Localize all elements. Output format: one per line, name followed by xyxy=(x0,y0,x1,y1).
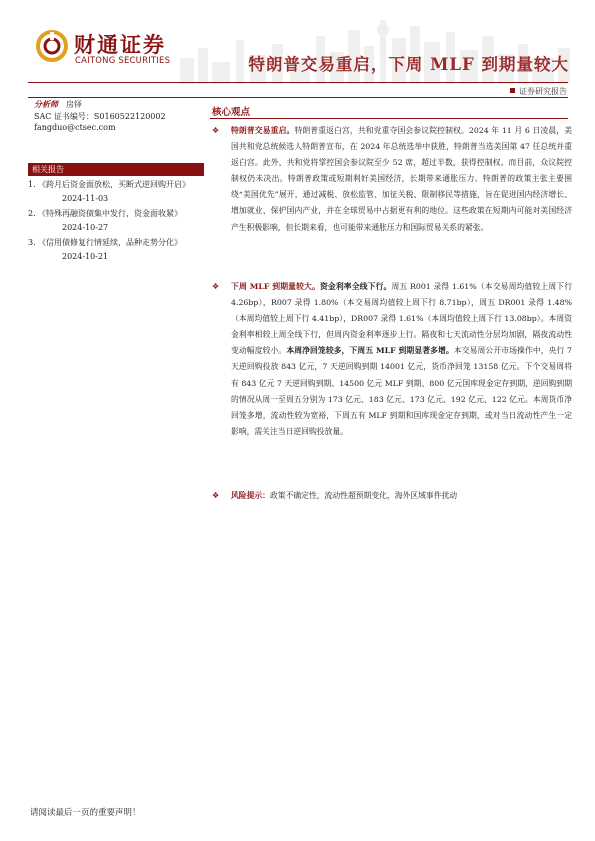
point-body: 政策不确定性，流动性超预期变化，海外区域事件扰动 xyxy=(269,491,458,500)
report-link[interactable]: 《信用债修复行情延续，品种走势分化》 xyxy=(38,238,182,247)
point-emphasis: 资金利率全线下行。 xyxy=(319,282,392,291)
point-heading: 风险提示： xyxy=(231,491,270,500)
report-link[interactable]: 《跨月后资金面放松，买断式逆回购开启》 xyxy=(38,180,190,189)
report-date: 2024-10-21 xyxy=(62,252,109,261)
disclaimer-note: 请阅读最后一页的重要声明！ xyxy=(30,808,141,818)
report-title: 特朗普交易重启，下周 MLF 到期量较大 xyxy=(248,55,569,74)
diamond-bullet-icon: ❖ xyxy=(212,282,220,291)
logo-text-cn: 财通证券 xyxy=(74,33,166,57)
list-item[interactable]: 1. 《跨月后资金面放松，买断式逆回购开启》2024-11-03 xyxy=(28,178,208,206)
list-item[interactable]: 3. 《信用债修复行情延续，品种走势分化》2024-10-21 xyxy=(28,236,208,264)
sac-label: SAC 证书编号： xyxy=(34,111,94,121)
core-views-divider xyxy=(210,118,568,119)
square-bullet-icon xyxy=(510,88,515,93)
report-link[interactable]: 《特殊再融资债集中发行，资金面收紧》 xyxy=(38,209,182,218)
core-point-risk xyxy=(212,488,572,504)
point-body: 本交易周公开市场操作中，央行 7 天逆回购投放 843 亿元，7 天逆回购到期 14001 亿元，货币净回笼 13158 亿元。下个交易周将有 843 亿元 7 天逆回购到期、14500 亿元 MLF 到期、800 亿元国库现金定存到期，逆回购到期的情况从周一至周五分别为 173 亿元、183 亿元、173 亿元、192 亿元、122 亿元。本周货币净回笼多增，流动性较为宽裕，下周五有 MLF 到期和国库现金定存到期，或对当日流动性产生一定影响，需关注当日逆回购投放量。 xyxy=(231,346,572,436)
subheader-divider xyxy=(28,97,568,98)
core-point-mlf xyxy=(212,279,573,440)
point-heading: 下周 MLF 到期量较大。 xyxy=(231,282,320,291)
point-emphasis: 本周净回笼较多，下周五 MLF 到期显著多增。 xyxy=(286,346,454,356)
analyst-email[interactable]: fangduo@ctsec.com xyxy=(34,123,116,132)
report-date: 2024-11-03 xyxy=(62,194,109,203)
logo-text-en: CAITONG SECURITIES xyxy=(75,56,171,66)
sac-number: S0160522120002 xyxy=(93,111,166,121)
point-body: 周五 R001 录得 1.61%（本交易周均值较上周下行 4.26bp），R007 录得 1.80%（本交易周均值较上周下行 8.71bp），周五 DR001 录得 1.48%（本周均值较上周下行 4.41bp），DR007 录得 1.61%（本周均值较上周下行 13.08bp）。本周资金利率相较上周全线下行，但周内资金利率逐步上行。隔夜和七天流动性分层均加剧，隔夜流动性变动幅度较小。 xyxy=(231,282,573,356)
analyst-name: 房铎 xyxy=(66,100,82,109)
related-reports-header: 相关报告 xyxy=(28,163,204,176)
core-views-title: 核心观点 xyxy=(212,107,251,118)
report-date: 2024-10-27 xyxy=(62,223,109,232)
core-point-trump xyxy=(212,123,572,236)
header-divider xyxy=(28,82,568,83)
diamond-bullet-icon: ❖ xyxy=(212,491,220,500)
caitong-logo-icon xyxy=(36,30,68,62)
point-heading: 特朗普交易重启。 xyxy=(231,126,295,135)
point-body: 特朗普重返白宫，共和党重夺国会参议院控制权。2024 年 11 月 6 日凌晨，美国共和党总统候选人特朗普宣布，在 2024 年总统选举中获胜，特朗普当选美国第 47 任总统并重返白宫。此外，共和党将掌控国会参议院至少 52 席，超过半数，获得控制权。而目前，众议院控制权仍未决出。特朗普政策或短期利好美国经济，长期带来通胀压力。特朗普的政策主张主要围绕“美国优先”展开，通过减税、放松监管、加征关税、限制移民等措施，旨在促进国内经济增长、增加就业、保护国内产业，并在全球贸易中占据更有利的地位。这些政策在短期内可能对美国经济产生积极影响，但长期来看，也可能带来通胀压力和国际贸易关系的紧张。 xyxy=(231,126,572,232)
diamond-bullet-icon: ❖ xyxy=(212,126,220,135)
list-item[interactable]: 2. 《特殊再融资债集中发行，资金面收紧》2024-10-27 xyxy=(28,207,208,235)
analyst-info xyxy=(34,99,199,134)
related-reports-list xyxy=(28,178,208,265)
report-type-label: 证券研究报告 xyxy=(510,86,567,97)
analyst-label: 分析师 xyxy=(34,99,58,109)
